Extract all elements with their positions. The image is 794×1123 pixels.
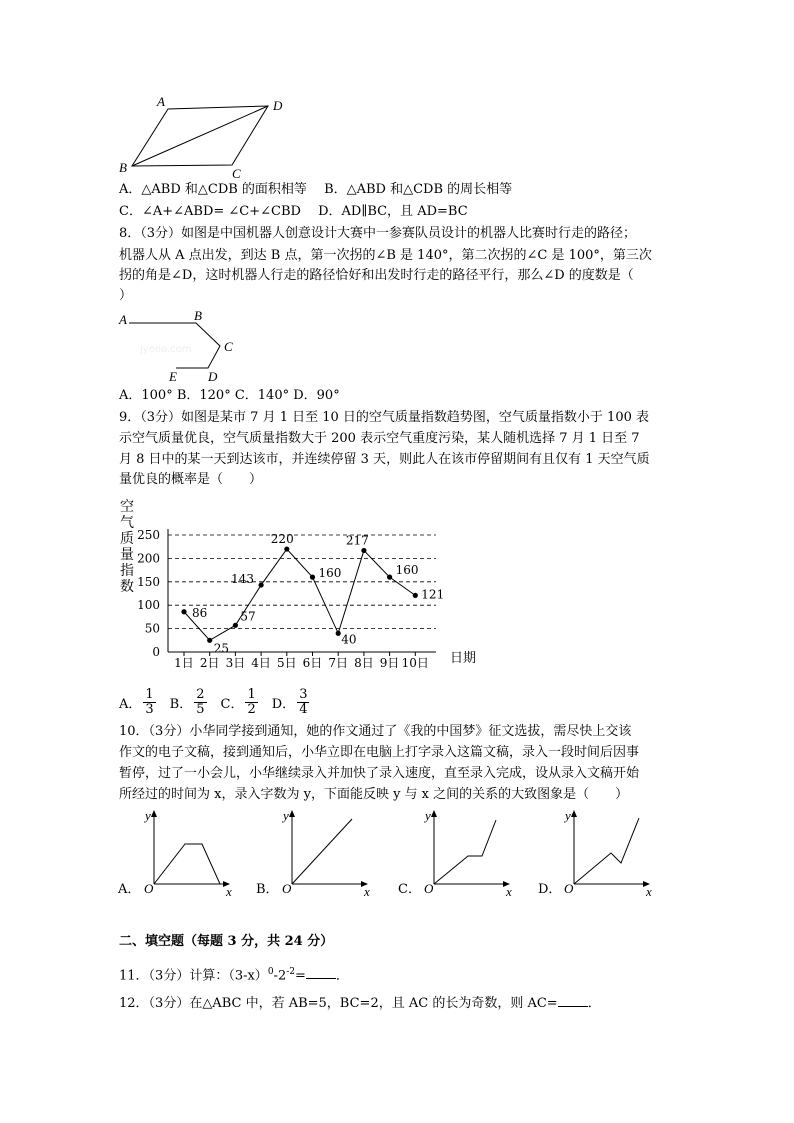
q10-graph-c-option-label: C． — [398, 882, 421, 897]
q8-path-figure — [116, 308, 246, 388]
data-point — [284, 546, 289, 551]
data-label: 121 — [421, 587, 445, 602]
q10-graph-d-x-label: x — [646, 884, 652, 899]
y-axis-label-char: 质 — [120, 531, 134, 547]
q10-graph-a-option-label: A． — [118, 882, 141, 897]
q9-stem-line3: 月 8 日中的某一天到达该市，并连续停留 3 天，则此人在该市停留期间有且仅有 1 天空气质 — [119, 452, 650, 467]
q11-line: 11．（3分）计算：$(3-x)^0-2^{-2}=$ ． — [119, 967, 349, 984]
q8-stem-line2: 机器人从 A 点出发，到达 B 点，第一次拐的∠B 是 140°，第二次拐的∠C 是 100°，第三次 — [119, 248, 652, 263]
q10-graph-d-origin: O — [564, 881, 574, 896]
q10-stem-line3: 暂停，过了一小会儿，小华继续录入并加快了录入速度，直至录入完成，设从录入文稿开始 — [119, 766, 640, 781]
data-point — [310, 575, 315, 580]
q10-graph-d-option-label: D． — [538, 882, 562, 897]
q9-options — [119, 684, 323, 720]
y-tick-label: 150 — [137, 574, 160, 589]
data-label: 40 — [341, 632, 357, 647]
q8-label-d: D — [208, 369, 218, 384]
series-line — [184, 549, 415, 640]
y-axis-label-char: 量 — [120, 547, 134, 563]
q9-stem-line2: 示空气质量优良，空气质量指数大于 200 表示空气重度污染，某人随机选择 7 月 1 日至 7 — [119, 431, 640, 446]
data-point — [361, 548, 366, 553]
data-label: 143 — [231, 572, 255, 587]
q10-stem-line2: 作文的电子文稿，接到通知后，小华立即在电脑上打字录入这篇文稿，录入一段时间后因事 — [119, 745, 640, 760]
q10-graph-d-y-label: y — [565, 808, 571, 823]
data-point — [207, 638, 212, 643]
q7-label-a: A — [157, 94, 165, 109]
x-tick-label: 7日 — [328, 656, 349, 670]
q10-graph-b-x-label: x — [364, 884, 370, 899]
q10-graph-a-x-label: x — [226, 884, 232, 899]
q7-options-line2: C．∠A+∠ABD= ∠C+∠CBD D．AD∥BC，且 AD=BC — [119, 204, 468, 219]
data-label: 217 — [345, 533, 369, 548]
x-tick-label: 6日 — [302, 656, 323, 670]
q7-parallelogram-figure — [110, 92, 300, 182]
q10-graph-c-x-label: x — [506, 884, 512, 899]
q10-graph-a — [116, 806, 241, 898]
data-label: 160 — [395, 563, 419, 578]
q10-graph-a-origin: O — [144, 881, 154, 896]
data-point — [233, 623, 238, 628]
y-axis-label-char: 指 — [120, 563, 134, 579]
q10-graph-b-origin: O — [282, 881, 292, 896]
q9-option-a: A． $\frac{1}{3}$ — [119, 686, 154, 717]
data-label: 160 — [318, 566, 342, 581]
q10-graph-b — [254, 806, 379, 898]
q11-answer-blank[interactable] — [306, 966, 336, 979]
y-tick-label: 250 — [137, 528, 160, 542]
q8-label-e: E — [169, 369, 177, 384]
data-label: 57 — [240, 609, 256, 624]
q10-graph-d — [536, 806, 661, 898]
x-tick-label: 1日 — [174, 656, 194, 670]
data-point — [413, 593, 418, 598]
data-point — [259, 582, 264, 587]
q10-graph-b-y-label: y — [283, 808, 289, 823]
q8-stem-line1: 8．（3分）如图是中国机器人创意设计大赛中一参赛队员设计的机器人比赛时行走的路径； — [119, 226, 637, 241]
q10-graph-c-origin: O — [424, 881, 434, 896]
y-tick-label: 50 — [144, 621, 160, 636]
q9-option-d: D． $\frac{3}{4}$ — [271, 686, 308, 717]
y-axis-label-char: 空 — [120, 499, 134, 515]
x-tick-label: 4日 — [251, 656, 271, 670]
q12-answer-blank[interactable] — [558, 994, 588, 1007]
q8-label-a: A — [119, 312, 127, 327]
y-tick-label: 100 — [137, 598, 160, 613]
data-label: 220 — [270, 532, 294, 547]
x-tick-label: 9日 — [379, 656, 400, 670]
x-tick-label: 2日 — [199, 656, 220, 670]
section2-title: 二、填空题（每题 3 分，共 24 分） — [119, 934, 334, 949]
q7-label-d: D — [273, 98, 283, 113]
q9-air-quality-chart — [110, 493, 490, 675]
x-tick-label: 5日 — [276, 656, 297, 670]
x-tick-label: 10日 — [401, 656, 429, 670]
q9-option-b: B． $\frac{2}{5}$ — [169, 686, 205, 717]
data-point — [387, 575, 392, 580]
q9-option-c: C． $\frac{1}{2}$ — [220, 686, 256, 717]
x-tick-label: 8日 — [354, 656, 374, 670]
y-tick-label: 200 — [137, 551, 160, 566]
q10-graph-c — [396, 806, 521, 898]
q7-label-c: C — [232, 166, 241, 181]
q10-graph-b-option-label: B． — [256, 882, 279, 897]
q10-graph-a-y-label: y — [145, 808, 151, 823]
q8-stem-line4: ） — [119, 288, 133, 303]
data-point — [181, 609, 186, 614]
q8-stem-line3: 拐的角是∠D，这时机器人行走的路径恰好和出发时行走的路径平行，那么∠D 的度数是（ — [119, 268, 634, 283]
q8-watermark: jyeoo.com — [140, 344, 192, 355]
q8-label-c: C — [224, 339, 233, 354]
x-tick-label: 3日 — [225, 656, 246, 670]
q7-label-b: B — [119, 160, 127, 175]
y-tick-label: 0 — [152, 645, 160, 659]
data-label: 25 — [213, 641, 229, 656]
q10-stem-line4: 所经过的时间为 x，录入字数为 y，下面能反映 y 与 x 之间的关系的大致图象是（ ） — [119, 787, 629, 802]
data-point — [336, 631, 341, 636]
q12-line: 12．（3分）在△ABC 中，若 AB=5，BC=2，且 AC 的长为奇数，则 AC= ． — [119, 996, 601, 1011]
data-label: 86 — [192, 605, 208, 620]
q8-label-b: B — [194, 308, 202, 323]
q10-graph-c-y-label: y — [425, 808, 431, 823]
q7-options-line1: A．△ABD 和△CDB 的面积相等 B．△ABD 和△CDB 的周长相等 — [119, 182, 513, 197]
q9-stem-line1: 9．（3分）如图是某市 7 月 1 日至 10 日的空气质量指数趋势图，空气质量指数小于 100 表 — [119, 410, 649, 425]
q10-stem-line1: 10．（3分）小华同学接到通知，她的作文通过了《我的中国梦》征文选拔，需尽快上交该 — [119, 724, 632, 739]
y-axis-label-char: 数 — [120, 579, 134, 595]
q8-options: A．100° B．120° C．140° D．90° — [119, 388, 340, 403]
x-axis-title: 日期 — [450, 651, 477, 666]
y-axis-label-char: 气 — [120, 515, 134, 531]
q9-stem-line4: 量优良的概率是（ ） — [119, 472, 263, 487]
